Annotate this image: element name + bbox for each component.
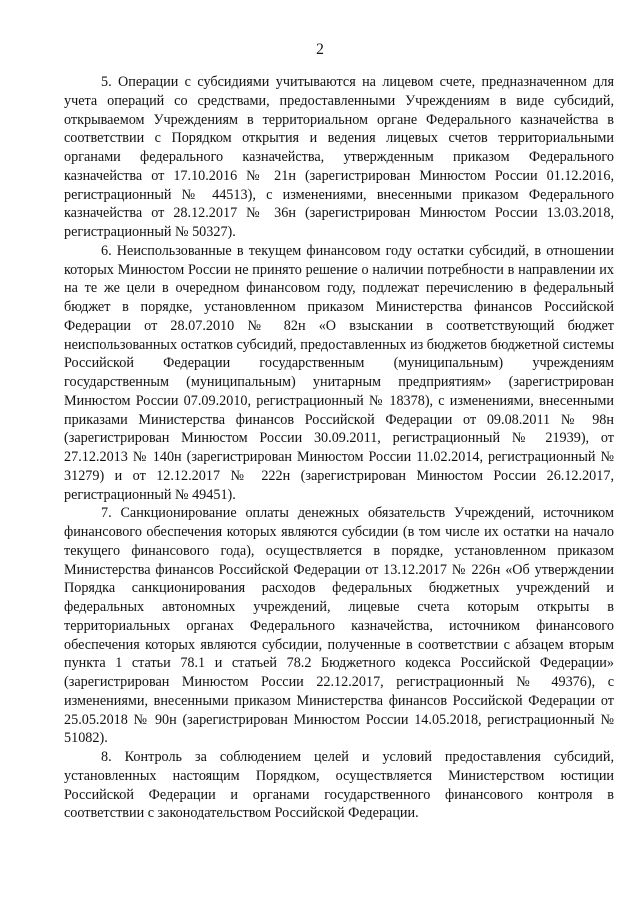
page-number: 2 (316, 41, 324, 58)
document-body (64, 73, 614, 823)
paragraph-5: 5. Операции с субсидиями учитываются на лицевом счете, предназначенном для учета операций со средствами, предоставленными Учреждениям в виде субсидий, открываемом Учреждениям в территориальном органе Федерального казначейства в соответствии с Порядком открытия и ведения лицевых счетов территориальными органами федерального казначейства, утвержденным приказом Федерального казначейства от 17.10.2016 № 21н (зарегистрирован Минюстом России 01.12.2016, регистрационный № 44513), с изменениями, внесенными приказом Федерального казначейства от 28.12.2017 № 36н (зарегистрирован Минюстом России 13.03.2018, регистрационный № 50327). (64, 74, 614, 240)
paragraph-8: 8. Контроль за соблюдением целей и условий предоставления субсидий, установленных настоящим Порядком, осуществляется Министерством юстиции Российской Федерации и органами государственного финансового контроля в соответствии с законодательством Российской Федерации. (64, 749, 614, 822)
paragraph-6: 6. Неиспользованные в текущем финансовом году остатки субсидий, в отношении которых Минюстом России не принято решение о наличии потребности в направлении их на те же цели в очередном финансовом году, подлежат перечислению в федеральный бюджет в порядке, установленном приказом Министерства финансов Российской Федерации от 28.07.2010 № 82н «О взыскании в соответствующий бюджет неиспользованных остатков субсидий, предоставленных из бюджетов бюджетной системы Российской Федерации государственным (муниципальным) учреждениям государственным (муниципальным) унитарным предприятиям» (зарегистрирован Минюстом России 07.09.2010, регистрационный № 18378), с изменениями, внесенными приказами Министерства финансов Российской Федерации от 09.08.2011 № 98н (зарегистрирован Минюстом России 30.09.2011, регистрационный № 21939), от 27.12.2013 № 140н (зарегистрирован Минюстом России 11.02.2014, регистрационный № 31279) и от 12.12.2017 № 222н (зарегистрирован Минюстом России 26.12.2017, регистрационный № 49451). (64, 242, 614, 503)
paragraph-7: 7. Санкционирование оплаты денежных обязательств Учреждений, источником финансового обеспечения которых являются субсидии (в том числе их остатки на начало текущего финансового года), осуществляется в порядке, установленном приказом Министерства финансов Российской Федерации от 13.12.2017 № 226н «Об утверждении Порядка санкционирования расходов федеральных бюджетных учреждений и федеральных автономных учреждений, лицевые счета которым открыты в территориальных органах Федерального казначейства, источником финансового обеспечения которых являются субсидии, полученные в соответствии с абзацем вторым пункта 1 статьи 78.1 и статьей 78.2 Бюджетного кодекса Российской Федерации» (зарегистрирован Минюстом России 22.12.2017, регистрационный № 49376), с изменениями, внесенными приказом Министерства финансов Российской Федерации от 25.05.2018 № 90н (зарегистрирован Минюстом России 14.05.2018, регистрационный № 51082). (64, 505, 614, 747)
